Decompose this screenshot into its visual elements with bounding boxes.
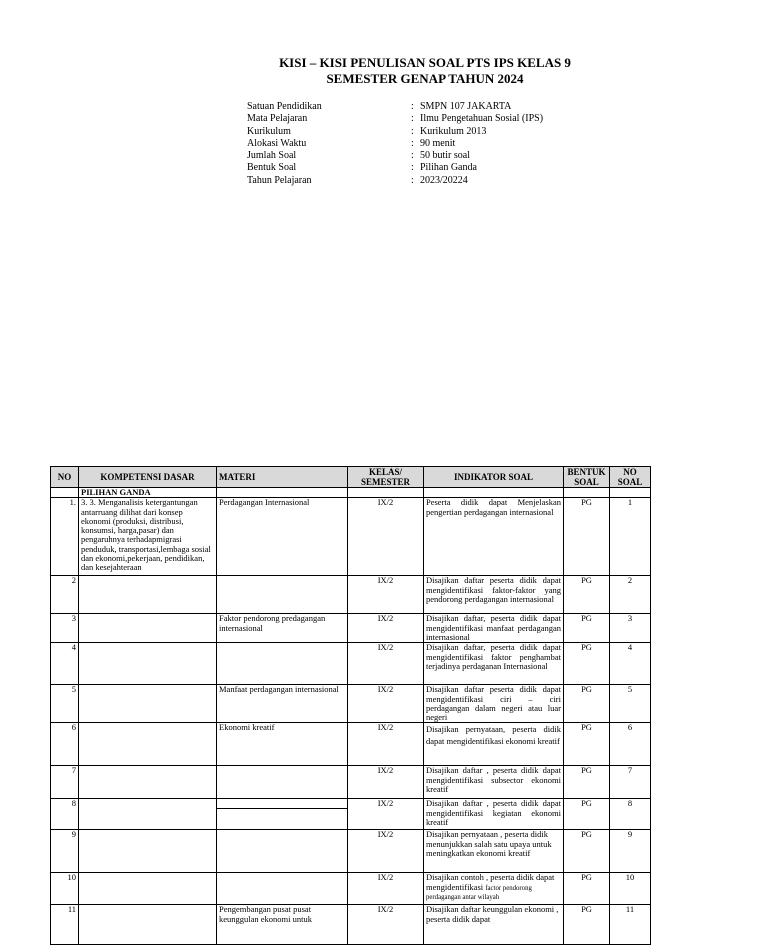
table-row <box>51 576 651 614</box>
cell-no: 10 <box>51 873 79 905</box>
cell-materi <box>217 873 348 905</box>
cell-bentuk: PG <box>564 905 610 945</box>
cell-indikator: Disajikan daftar , peserta didik dapat mengidentifikasi subsector ekonomi kreatif <box>424 766 564 799</box>
cell-indikator: Disajikan daftar, peserta didik dapat mengidentifikasi faktor penghambat terjadinya perdaganan Internasional <box>424 643 564 685</box>
cell-kompetensi-dasar <box>79 723 217 766</box>
cell-kelas: IX/2 <box>348 873 424 905</box>
cell-kelas: IX/2 <box>348 614 424 643</box>
cell-no-soal: 5 <box>610 685 651 723</box>
table-row <box>51 614 651 643</box>
cell-no-soal: 6 <box>610 723 651 766</box>
cell-no: 9 <box>51 830 79 873</box>
table-row <box>51 498 651 576</box>
cell-no-soal: 9 <box>610 830 651 873</box>
identity-label: Jumlah Soal <box>247 150 297 162</box>
cell-bentuk: PG <box>564 723 610 766</box>
cell-no: 1. <box>51 498 79 576</box>
cell-bentuk: PG <box>564 766 610 799</box>
cell-kompetensi-dasar <box>79 614 217 643</box>
cell-materi: Faktor pendorong predagangan internasional <box>217 614 348 643</box>
cell-no: 7 <box>51 766 79 799</box>
cell-bentuk: PG <box>564 799 610 830</box>
table-row <box>51 799 651 830</box>
cell-kompetensi-dasar: 3. 3. Menganalisis ketergantungan antarruang dilihat dari konsep ekonomi (produksi, distribusi, konsumsi, harga,pasar) dan pengaruhnya terhadapmigrasi penduduk, transportasi,lembaga sosial dan ekonomi,pekerjaan, pendidikan, dan kesejahteraan <box>79 498 217 576</box>
materi-inner-box <box>217 799 348 809</box>
cell-indikator: Disajikan daftar peserta didik dapat mengidentifikasi ciri – ciri perdagangan dalam negeri atau luar negeri <box>424 685 564 723</box>
identity-label: Alokasi Waktu <box>247 137 307 149</box>
cell-no: 5 <box>51 685 79 723</box>
section-label: PILIHAN GANDA <box>79 488 217 498</box>
cell-kelas: IX/2 <box>348 643 424 685</box>
cell-indikator: Peserta didik dapat Menjelaskan pengertian perdagangan internasional <box>424 498 564 576</box>
identity-label: Satuan Pendidikan <box>247 101 322 112</box>
cell-indikator: Disajikan daftar , peserta didik dapat mengidentifikasi kegiatan ekonomi kreatif <box>424 799 564 830</box>
cell-kompetensi-dasar <box>79 905 217 945</box>
identity-value: 2023/20224 <box>420 174 468 186</box>
header-no: NO <box>51 467 79 488</box>
table-row <box>51 685 651 723</box>
cell-bentuk: PG <box>564 614 610 643</box>
cell-kompetensi-dasar <box>79 685 217 723</box>
header-indikator-soal: INDIKATOR SOAL <box>424 467 564 488</box>
cell-no: 3 <box>51 614 79 643</box>
cell-kompetensi-dasar <box>79 766 217 799</box>
table-row <box>51 766 651 799</box>
cell-bentuk: PG <box>564 873 610 905</box>
table-row <box>51 873 651 905</box>
cell-indikator: Disajikan daftar keunggulan ekonomi , peserta didik dapat <box>424 905 564 945</box>
identity-label: Kurikulum <box>247 125 291 137</box>
identity-value: Pilihan Ganda <box>420 162 477 174</box>
identity-label: Tahun Pelajaran <box>247 174 312 186</box>
header-bentuk-soal: BENTUK SOAL <box>564 467 610 488</box>
cell-indikator: Disajikan contoh , peserta didik dapat mengidentifikasi factor pendorong perdagangan antar wilayah <box>424 873 564 905</box>
cell-kompetensi-dasar <box>79 873 217 905</box>
table-row <box>51 643 651 685</box>
identity-value: SMPN 107 JAKARTA <box>420 101 512 112</box>
cell-materi <box>217 766 348 799</box>
cell-kelas: IX/2 <box>348 905 424 945</box>
cell-no: 8 <box>51 799 79 830</box>
cell-indikator: Disajikan daftar peserta didik dapat mengidentifikasi faktor-faktor yang pendorong perdagangan internasional <box>424 576 564 614</box>
cell-no: 6 <box>51 723 79 766</box>
cell-indikator: Disajikan pernyataan , peserta didik menunjukkan salah satu upaya untuk meningkatkan ekonomi kreatif <box>424 830 564 873</box>
identity-value: Ilmu Pengetahuan Sosial (IPS) <box>420 113 544 125</box>
table-row <box>51 830 651 873</box>
cell-indikator: Disajikan pernyataan, peserta didik dapat mengidentifikasi ekonomi kreatif <box>424 723 564 766</box>
cell-materi: Manfaat perdagangan internasional <box>217 685 348 723</box>
cell-no: 4 <box>51 643 79 685</box>
cell-materi: Ekonomi kreatif <box>217 723 348 766</box>
cell-materi: Perdagangan Internasional <box>217 498 348 576</box>
cell-no-soal: 1 <box>610 498 651 576</box>
cell-kompetensi-dasar <box>79 799 217 830</box>
cell-no-soal: 2 <box>610 576 651 614</box>
indikator-small-text: factor pendorong perdagangan antar wilayah <box>426 884 532 902</box>
cell-indikator: Disajikan daftar, peserta didik dapat mengidentifikasi manfaat perdagangan internasional <box>424 614 564 643</box>
cell-kelas: IX/2 <box>348 685 424 723</box>
header-no-soal: NO SOAL <box>610 467 651 488</box>
cell-kompetensi-dasar <box>79 576 217 614</box>
table-row <box>51 723 651 766</box>
cell-no-soal: 7 <box>610 766 651 799</box>
identity-value: 50 butir soal <box>420 150 470 162</box>
cell-bentuk: PG <box>564 576 610 614</box>
header-kelas-semester: KELAS/ SEMESTER <box>348 467 424 488</box>
cell-no-soal: 4 <box>610 643 651 685</box>
table-header-row <box>51 467 651 488</box>
cell-kompetensi-dasar <box>79 830 217 873</box>
cell-kelas: IX/2 <box>348 799 424 830</box>
identity-value: Kurikulum 2013 <box>420 125 487 137</box>
cell-bentuk: PG <box>564 643 610 685</box>
cell-no-soal: 8 <box>610 799 651 830</box>
table-row <box>51 905 651 945</box>
cell-no-soal: 3 <box>610 614 651 643</box>
kisi-table <box>50 466 651 945</box>
cell-bentuk: PG <box>564 498 610 576</box>
cell-no-soal: 11 <box>610 905 651 945</box>
cell-kelas: IX/2 <box>348 830 424 873</box>
cell-materi <box>217 799 348 830</box>
cell-bentuk: PG <box>564 685 610 723</box>
cell-no: 11 <box>51 905 79 945</box>
cell-no-soal: 10 <box>610 873 651 905</box>
cell-materi <box>217 576 348 614</box>
document-title-line-1: KISI – KISI PENULISAN SOAL PTS IPS KELAS 9 <box>279 55 571 70</box>
header-kompetensi-dasar: KOMPETENSI DASAR <box>79 467 217 488</box>
header-materi: MATERI <box>217 467 348 488</box>
cell-bentuk: PG <box>564 830 610 873</box>
cell-kelas: IX/2 <box>348 576 424 614</box>
cell-materi <box>217 643 348 685</box>
identity-value: 90 menit <box>420 137 456 149</box>
cell-no: 2 <box>51 576 79 614</box>
cell-kompetensi-dasar <box>79 643 217 685</box>
cell-kelas: IX/2 <box>348 723 424 766</box>
identity-label: Bentuk Soal <box>247 162 297 174</box>
cell-materi <box>217 830 348 873</box>
identity-label: Mata Pelajaran <box>247 113 308 125</box>
cell-kelas: IX/2 <box>348 498 424 576</box>
document-title-line-2: SEMESTER GENAP TAHUN 2024 <box>326 71 524 86</box>
cell-kelas: IX/2 <box>348 766 424 799</box>
section-row <box>51 488 651 498</box>
cell-materi: Pengembangan pusat pusat keunggulan ekonomi untuk <box>217 905 348 945</box>
